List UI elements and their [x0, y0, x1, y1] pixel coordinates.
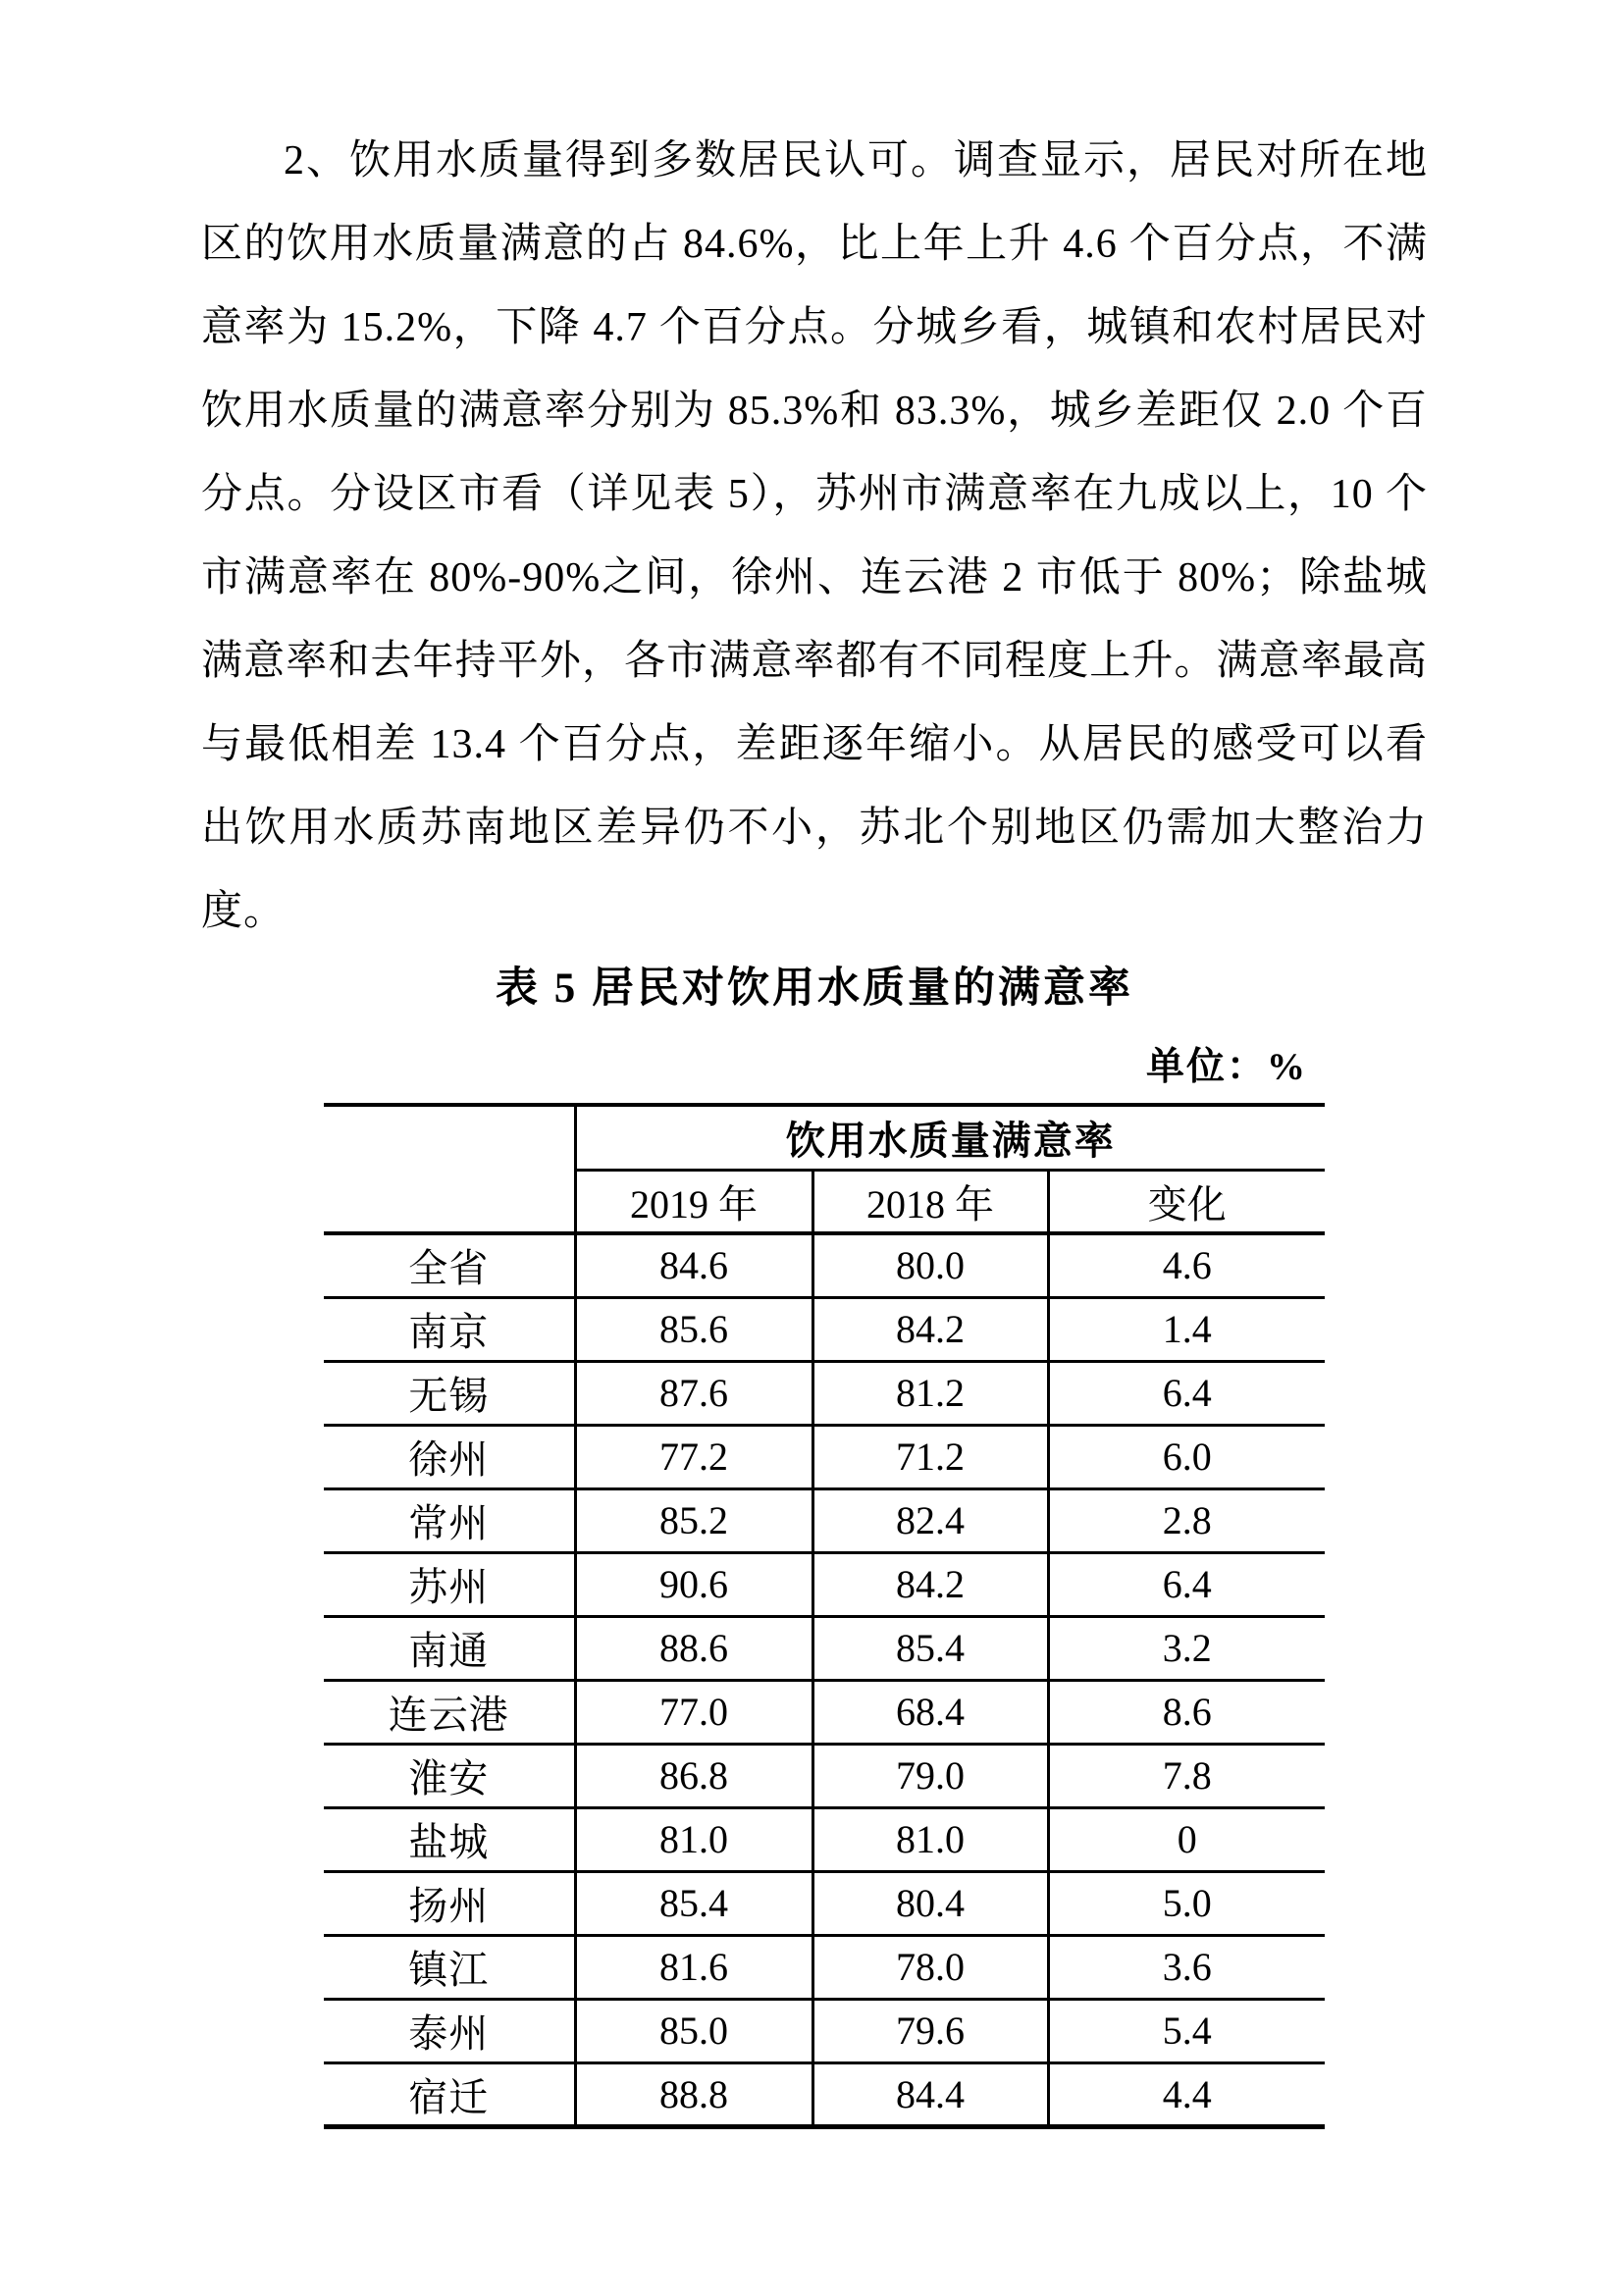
column-header-2018: 2018 年: [812, 1170, 1048, 1233]
table-body: [324, 1233, 1325, 2126]
table-corner-cell: [324, 1105, 575, 1233]
group-header: 饮用水质量满意率: [575, 1105, 1325, 1170]
region-cell: 盐城: [324, 1807, 575, 1871]
table-row: [324, 1680, 1325, 1744]
group-header-row: [324, 1105, 1325, 1170]
value-2018-cell: 78.0: [812, 1935, 1048, 1999]
value-2018-cell: 81.0: [812, 1807, 1048, 1871]
region-cell: 宿迁: [324, 2062, 575, 2126]
table-row: [324, 1297, 1325, 1361]
value-2019-cell: 77.0: [575, 1680, 812, 1744]
value-2019-cell: 81.6: [575, 1935, 812, 1999]
value-2019-cell: 90.6: [575, 1552, 812, 1616]
table-row: [324, 1935, 1325, 1999]
change-cell: 6.0: [1048, 1425, 1325, 1488]
column-header-2019: 2019 年: [575, 1170, 812, 1233]
value-2018-cell: 84.2: [812, 1297, 1048, 1361]
change-cell: 6.4: [1048, 1552, 1325, 1616]
value-2019-cell: 81.0: [575, 1807, 812, 1871]
region-cell: 淮安: [324, 1744, 575, 1807]
region-cell: 南京: [324, 1297, 575, 1361]
change-cell: 0: [1048, 1807, 1325, 1871]
value-2018-cell: 81.2: [812, 1361, 1048, 1425]
region-cell: 无锡: [324, 1361, 575, 1425]
value-2019-cell: 85.2: [575, 1488, 812, 1552]
value-2019-cell: 85.6: [575, 1297, 812, 1361]
value-2018-cell: 84.2: [812, 1552, 1048, 1616]
value-2018-cell: 79.6: [812, 1999, 1048, 2062]
value-2018-cell: 82.4: [812, 1488, 1048, 1552]
table-row: [324, 1552, 1325, 1616]
table-row: [324, 1744, 1325, 1807]
table-row: [324, 1233, 1325, 1297]
region-cell: 镇江: [324, 1935, 575, 1999]
paragraph-drinking-water: 2、饮用水质量得到多数居民认可。调查显示，居民对所在地区的饮用水质量满意的占 84.6%，比上年上升 4.6 个百分点，不满意率为 15.2%，下降 4.7 个百分点。分城乡看，城镇和农村居民对饮用水质量的满意率分别为 85.3%和 83.3%，城乡差距仅 2.0 个百分点。分设区市看（详见表 5），苏州市满意率在九成以上，10 个市满意率在 80%-90%之间，徐州、连云港 2 市低于 80%；除盐城满意率和去年持平外，各市满意率都有不同程度上升。满意率最高与最低相差 13.4 个百分点，差距逐年缩小。从居民的感受可以看出饮用水质苏南地区差异仍不小，苏北个别地区仍需加大整治力度。: [201, 138, 1428, 934]
region-cell: 常州: [324, 1488, 575, 1552]
table-row: [324, 1425, 1325, 1488]
value-2018-cell: 85.4: [812, 1616, 1048, 1680]
region-cell: 泰州: [324, 1999, 575, 2062]
region-cell: 南通: [324, 1616, 575, 1680]
value-2019-cell: 77.2: [575, 1425, 812, 1488]
table-row: [324, 1488, 1325, 1552]
change-cell: 4.6: [1048, 1233, 1325, 1297]
change-cell: 6.4: [1048, 1361, 1325, 1425]
region-cell: 扬州: [324, 1871, 575, 1935]
column-header-change: 变化: [1048, 1170, 1325, 1233]
value-2018-cell: 84.4: [812, 2062, 1048, 2126]
change-cell: 3.2: [1048, 1616, 1325, 1680]
value-2019-cell: 86.8: [575, 1744, 812, 1807]
table-row: [324, 2062, 1325, 2126]
region-cell: 全省: [324, 1233, 575, 1297]
table-title: 表 5 居民对饮用水质量的满意率: [496, 965, 1133, 1012]
value-2019-cell: 87.6: [575, 1361, 812, 1425]
table-row: [324, 1361, 1325, 1425]
satisfaction-table: [324, 1103, 1325, 2129]
region-cell: 徐州: [324, 1425, 575, 1488]
value-2019-cell: 85.0: [575, 1999, 812, 2062]
table-row: [324, 1871, 1325, 1935]
region-cell: 苏州: [324, 1552, 575, 1616]
change-cell: 2.8: [1048, 1488, 1325, 1552]
value-2019-cell: 84.6: [575, 1233, 812, 1297]
change-cell: 1.4: [1048, 1297, 1325, 1361]
table-row: [324, 1999, 1325, 2062]
change-cell: 7.8: [1048, 1744, 1325, 1807]
value-2018-cell: 80.0: [812, 1233, 1048, 1297]
change-cell: 3.6: [1048, 1935, 1325, 1999]
table-row: [324, 1807, 1325, 1871]
value-2018-cell: 79.0: [812, 1744, 1048, 1807]
change-cell: 5.4: [1048, 1999, 1325, 2062]
value-2019-cell: 88.6: [575, 1616, 812, 1680]
unit-label: 单位：%: [1145, 1046, 1307, 1088]
table-row: [324, 1616, 1325, 1680]
change-cell: 5.0: [1048, 1871, 1325, 1935]
change-cell: 4.4: [1048, 2062, 1325, 2126]
value-2018-cell: 80.4: [812, 1871, 1048, 1935]
unit-row: [324, 1044, 1325, 1091]
value-2019-cell: 88.8: [575, 2062, 812, 2126]
value-2019-cell: 85.4: [575, 1871, 812, 1935]
region-cell: 连云港: [324, 1680, 575, 1744]
value-2018-cell: 71.2: [812, 1425, 1048, 1488]
value-2018-cell: 68.4: [812, 1680, 1048, 1744]
change-cell: 8.6: [1048, 1680, 1325, 1744]
